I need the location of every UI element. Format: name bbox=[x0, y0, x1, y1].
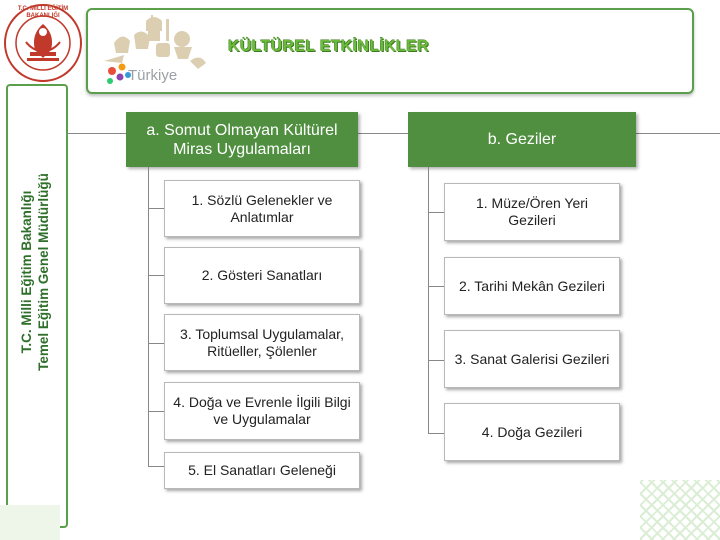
left-item-2: 2. Gösteri Sanatları bbox=[164, 247, 360, 304]
page-title: KÜLTÜREL ETKİNLİKLER bbox=[228, 38, 429, 55]
left-branch-4 bbox=[148, 411, 164, 412]
left-branch-1 bbox=[148, 208, 164, 209]
right-column-header: b. Geziler bbox=[408, 112, 636, 167]
turkiye-logo-text: Türkiye bbox=[128, 67, 178, 84]
left-item-1: 1. Sözlü Gelenekler ve Anlatımlar bbox=[164, 180, 360, 237]
right-item-4: 4. Doğa Gezileri bbox=[444, 403, 620, 461]
separator-line-right bbox=[636, 133, 720, 134]
right-branch-4 bbox=[428, 433, 444, 434]
right-item-3: 3. Sanat Galerisi Gezileri bbox=[444, 330, 620, 388]
logo-ring-text: T.C. MİLLİ EĞİTİM BAKANLIĞI bbox=[17, 6, 69, 19]
right-item-2: 2. Tarihi Mekân Gezileri bbox=[444, 257, 620, 315]
left-item-4: 4. Doğa ve Evrenle İlgili Bilgi ve Uygulamalar bbox=[164, 382, 360, 440]
sidebar-line-1: T.C. Milli Eğitim Bakanlığı bbox=[19, 190, 34, 354]
left-tree-line bbox=[148, 167, 149, 467]
left-branch-2 bbox=[148, 275, 164, 276]
separator-line-middle bbox=[358, 133, 408, 134]
left-branch-5 bbox=[148, 466, 164, 467]
sidebar-line-2: Temel Eğitim Genel Müdürlüğü bbox=[36, 173, 51, 371]
right-branch-2 bbox=[428, 286, 444, 287]
right-tree-line bbox=[428, 167, 429, 434]
right-branch-1 bbox=[428, 212, 444, 213]
left-branch-3 bbox=[148, 343, 164, 344]
separator-line-left bbox=[66, 133, 126, 134]
ministry-logo bbox=[2, 2, 84, 84]
right-item-1: 1. Müze/Ören Yeri Gezileri bbox=[444, 183, 620, 241]
sidebar-frame-bottom bbox=[0, 505, 60, 540]
turkiye-logo bbox=[94, 13, 214, 89]
left-item-3: 3. Toplumsal Uygulamalar, Ritüeller, Şölenler bbox=[164, 314, 360, 371]
banner bbox=[86, 8, 694, 94]
left-item-5: 5. El Sanatları Geleneği bbox=[164, 452, 360, 489]
left-column-header: a. Somut Olmayan Kültürel Miras Uygulamaları bbox=[126, 112, 358, 167]
right-branch-3 bbox=[428, 360, 444, 361]
decorative-pattern bbox=[640, 480, 720, 540]
